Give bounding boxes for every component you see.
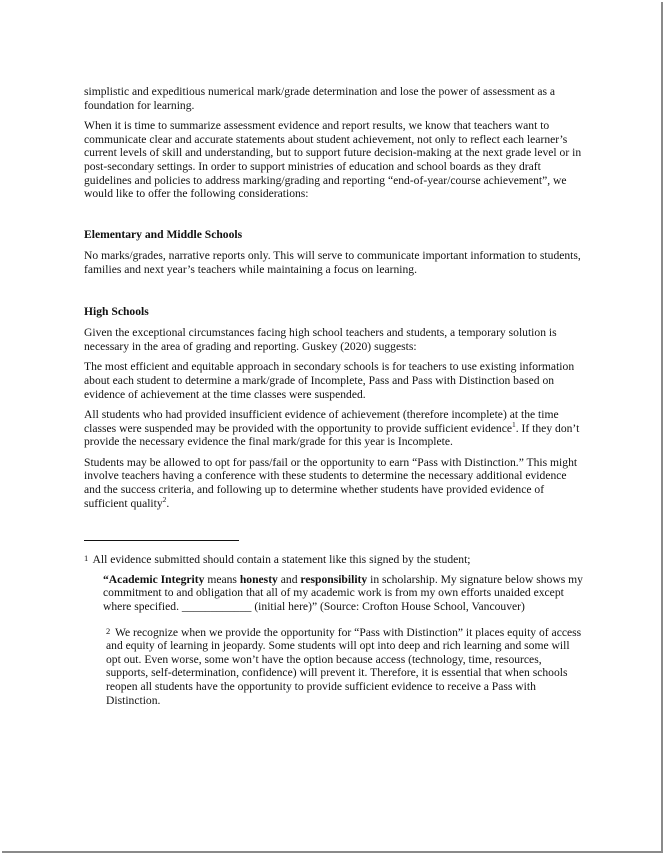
footnote-2: [106, 626, 586, 708]
quote-open-mark: “: [103, 572, 109, 586]
footnote-separator: [84, 540, 239, 541]
high-school-paragraph-3: [84, 408, 586, 449]
p4-text-a: Students may be allowed to opt for pass/fail or the opportunity to earn “Pass with Distinction.” This might involve teachers having a conference with these students to determine the necessary additional evidence and the success criteria, and following up to determine whether students have provided evidence of sufficient quality: [84, 455, 578, 510]
p4-text-b: .: [166, 496, 170, 510]
footnote-1-number: 1: [84, 553, 89, 564]
intro-paragraph-2: When it is time to summarize assessment evidence and report results, we know that teachers want to communicate clear and accurate statements about student achievement, not only to reflect each learner’s current levels of skill and understanding, but to support future decision-making at the next grade level or in post-secondary settings. In order to support ministries of education and school boards as they draft guidelines and policies to address marking/grading and reporting “end-of-year/course achievement”, we would like to offer the following considerations:: [84, 119, 582, 201]
quote-honesty: honesty: [239, 572, 278, 586]
high-school-paragraph-1: Given the exceptional circumstances facing high school teachers and students, a temporary solution is necessary in the area of grading and reporting. Guskey (2020) suggests:: [84, 326, 557, 353]
quote-means: means: [204, 572, 240, 586]
quote-and: and: [277, 572, 301, 586]
footnote-1-text: All evidence submitted should contain a statement like this signed by the student;: [90, 553, 471, 567]
p3-text-a: All students who had provided insufficient evidence of achievement (therefore incomplete) at the time classes were suspended may be provided with the opportunity to provide sufficient evidence: [84, 408, 559, 435]
footnote-ref-1: 1: [512, 419, 516, 429]
academic-integrity-quote: [103, 573, 586, 614]
high-school-paragraph-4: [84, 456, 586, 510]
p3-text-b: . If they don’t provide the necessary evidence the final mark/grade for this year is Incomplete.: [84, 421, 580, 449]
high-school-paragraph-2: The most efficient and equitable approach in secondary schools is for teachers to use existing information about each student to determine a mark/grade of Incomplete, Pass and Pass with Distinction based on evidence of achievement at the time classes were suspended.: [84, 360, 575, 401]
intro-paragraph-1: simplistic and expeditious numerical mark/grade determination and lose the power of assessment as a foundation for learning.: [84, 85, 556, 112]
footnote-2-text: We recognize when we provide the opportunity for “Pass with Distinction” it places equity of access and equity of learning in jeopardy. Some students will opt into deep and rich learning and some will opt out. Even worse, some won’t have the option because access (technology, time, resources, supports, self-determination, confidence) will prevent it. Therefore, it is essential that when schools reopen all students have the opportunity to provide sufficient evidence to receive a Pass with Distinction.: [106, 625, 582, 707]
elementary-heading: Elementary and Middle Schools: [84, 227, 243, 241]
document-page: [2, 2, 663, 853]
footnote-2-number: 2: [106, 625, 111, 636]
footnote-ref-2: 2: [162, 494, 167, 504]
page-content: [84, 85, 586, 707]
quote-rest: in scholarship. My signature below shows my commitment to and obligation that all of my academic work is from my own efforts unaided except where specified. ____________ (initial here)” (Source: Crofton House School, Vancouver): [103, 572, 583, 614]
elementary-paragraph: No marks/grades, narrative reports only. This will serve to communicate important information to students, families and next year’s teachers while maintaining a focus on learning.: [84, 249, 581, 276]
footnote-1: [84, 553, 586, 567]
quote-responsibility: responsibility: [300, 572, 368, 586]
high-school-heading: High Schools: [84, 304, 149, 318]
quote-term: Academic Integrity: [108, 572, 205, 586]
